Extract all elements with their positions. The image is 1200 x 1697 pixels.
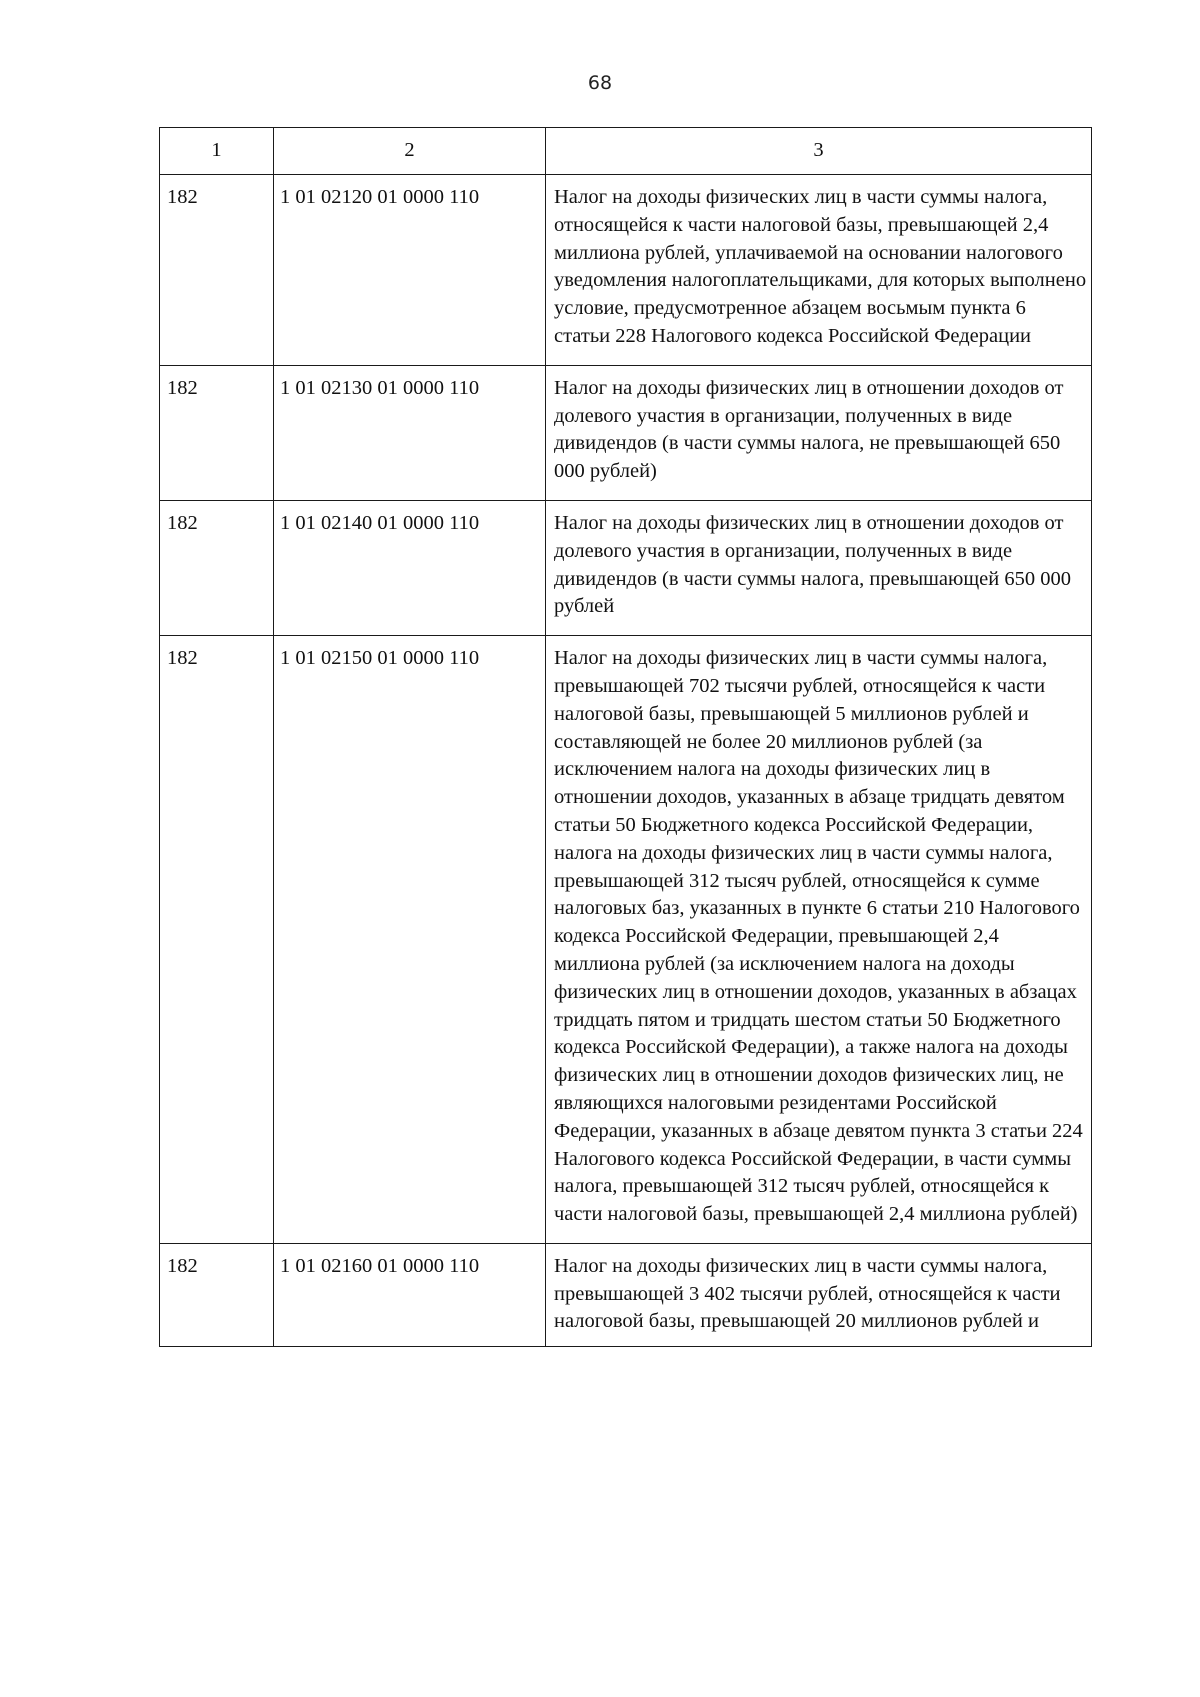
- table-row: [160, 500, 1092, 635]
- kbk-code-cell: 1 01 02150 01 0000 110: [274, 636, 546, 1244]
- kbk-code-cell: 1 01 02140 01 0000 110: [274, 500, 546, 635]
- admin-code-cell: 182: [160, 1243, 274, 1346]
- table-row: [160, 636, 1092, 1244]
- kbk-code-cell: 1 01 02160 01 0000 110: [274, 1243, 546, 1346]
- description-cell: Налог на доходы физических лиц в части суммы налога, превышающей 702 тысячи рублей, относящейся к части налоговой базы, превышающей 5 миллионов рублей и составляющей не более 20 миллионов рублей (за исключением налога на доходы физических лиц в отношении доходов, указанных в абзаце тридцать девятом статьи 50 Бюджетного кодекса Российской Федерации, налога на доходы физических лиц в части суммы налога, превышающей 312 тысяч рублей, относящейся к сумме налоговых баз, указанных в пункте 6 статьи 210 Налогового кодекса Российской Федерации, превышающей 2,4 миллиона рублей (за исключением налога на доходы физических лиц в отношении доходов, указанных в абзацах тридцать пятом и тридцать шестом статьи 50 Бюджетного кодекса Российской Федерации), а также налога на доходы физических лиц в отношении доходов физических лиц, не являющихся налоговыми резидентами Российской Федерации, указанных в абзаце девятом пункта 3 статьи 224 Налогового кодекса Российской Федерации, в части суммы налога, превышающей 312 тысяч рублей, относящейся к части налоговой базы, превышающей 2,4 миллиона рублей): [546, 636, 1092, 1244]
- admin-code-cell: 182: [160, 636, 274, 1244]
- column-header-1: 1: [160, 128, 274, 175]
- table-row: [160, 1243, 1092, 1346]
- description-cell: Налог на доходы физических лиц в отношении доходов от долевого участия в организации, полученных в виде дивидендов (в части суммы налога, превышающей 650 000 рублей: [546, 500, 1092, 635]
- table-row: [160, 175, 1092, 366]
- table-header-row: [160, 128, 1092, 175]
- kbk-code-cell: 1 01 02130 01 0000 110: [274, 365, 546, 500]
- description-cell: Налог на доходы физических лиц в части суммы налога, относящейся к части налоговой базы, превышающей 2,4 миллиона рублей, уплачиваемой на основании налогового уведомления налогоплательщиками, для которых выполнено условие, предусмотренное абзацем восьмым пункта 6 статьи 228 Налогового кодекса Российской Федерации: [546, 175, 1092, 366]
- description-cell: Налог на доходы физических лиц в части суммы налога, превышающей 3 402 тысячи рублей, относящейся к части налоговой базы, превышающей 20 миллионов рублей и: [546, 1243, 1092, 1346]
- budget-classification-table: [159, 127, 1092, 1347]
- page-number: 68: [587, 72, 613, 94]
- table-row: [160, 365, 1092, 500]
- admin-code-cell: 182: [160, 175, 274, 366]
- kbk-code-cell: 1 01 02120 01 0000 110: [274, 175, 546, 366]
- column-header-3: 3: [546, 128, 1092, 175]
- admin-code-cell: 182: [160, 365, 274, 500]
- column-header-2: 2: [274, 128, 546, 175]
- description-cell: Налог на доходы физических лиц в отношении доходов от долевого участия в организации, полученных в виде дивидендов (в части суммы налога, не превышающей 650 000 рублей): [546, 365, 1092, 500]
- admin-code-cell: 182: [160, 500, 274, 635]
